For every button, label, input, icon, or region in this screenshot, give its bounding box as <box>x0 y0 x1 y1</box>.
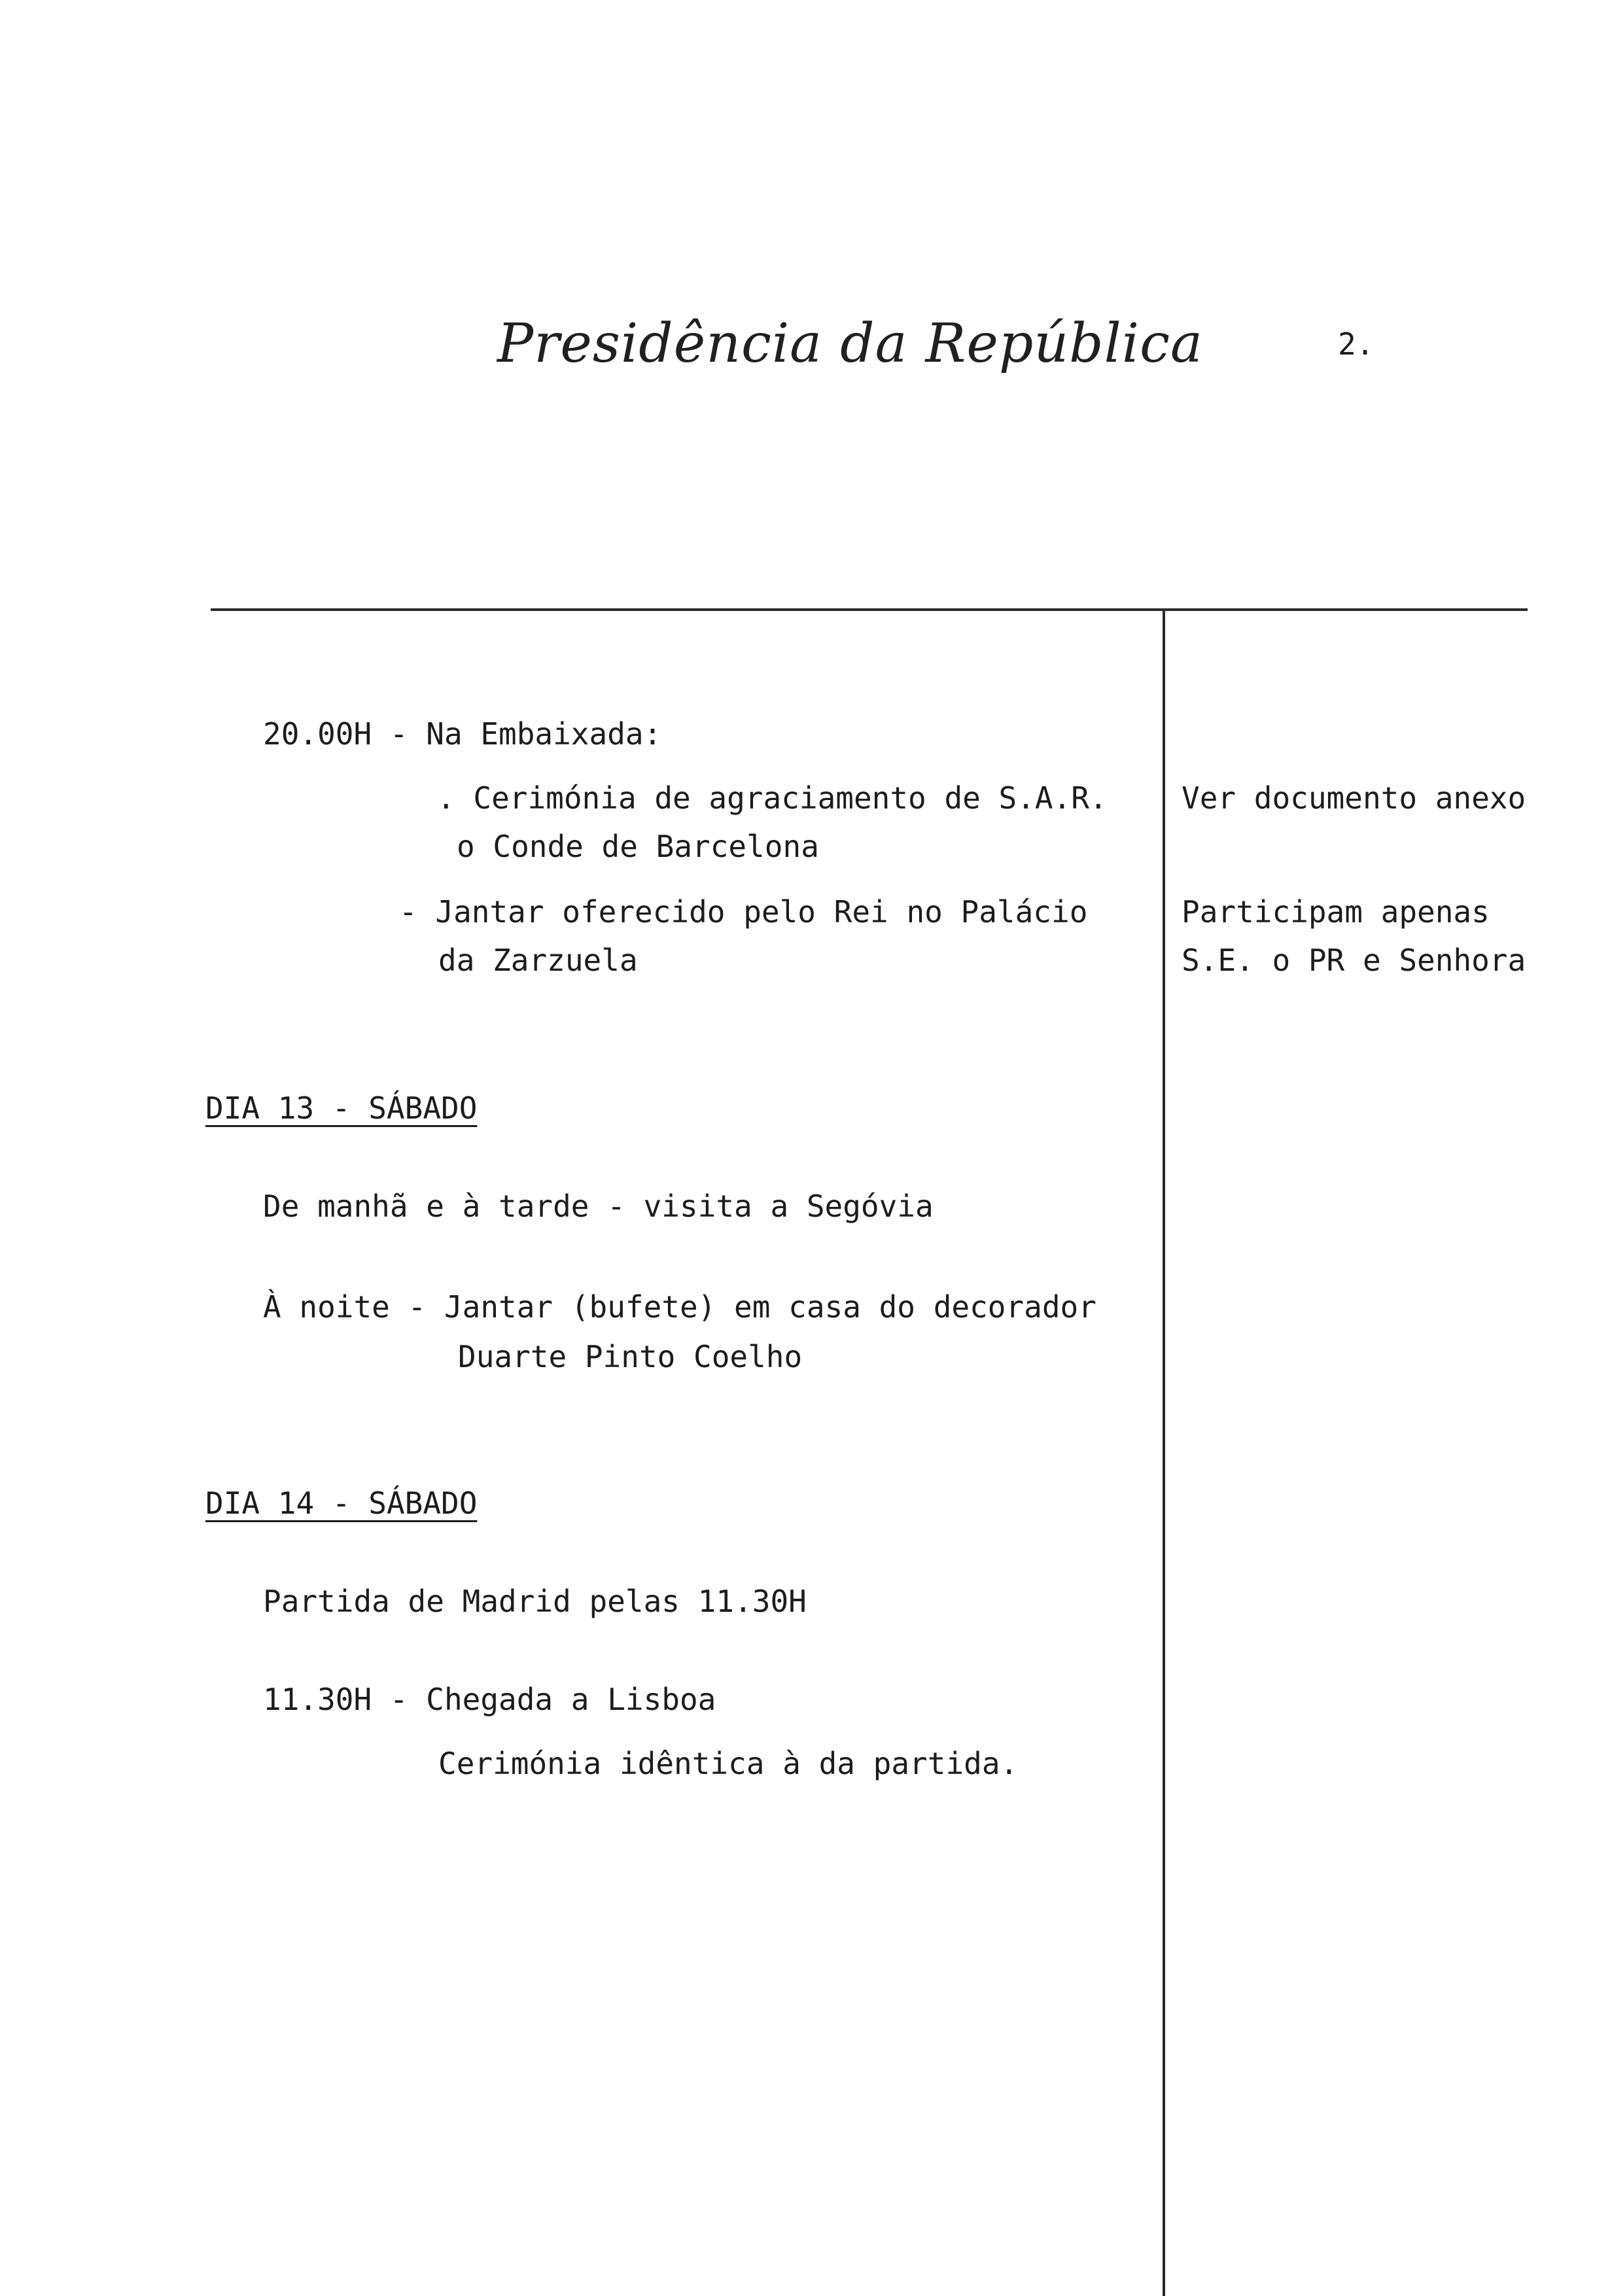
dinner-line-1: - Jantar oferecido pelo Rei no Palácio <box>399 894 1088 930</box>
day-13-morning: De manhã e à tarde - visita a Segóvia <box>263 1189 934 1224</box>
page-number: 2. <box>1338 326 1375 362</box>
ceremony-line-2: o Conde de Barcelona <box>457 829 819 864</box>
note-participants-line-2: S.E. o PR e Senhora <box>1182 943 1526 978</box>
embassy-time-line: 20.00H - Na Embaixada: <box>263 716 662 752</box>
table-top-rule <box>211 608 1528 611</box>
column-divider <box>1163 610 1165 2296</box>
day-14-heading: DIA 14 - SÁBADO <box>205 1486 478 1521</box>
day-14-arrival: 11.30H - Chegada a Lisboa <box>263 1682 716 1717</box>
note-participants-line-1: Participam apenas <box>1182 894 1490 930</box>
day-13-night-line-1: À noite - Jantar (bufete) em casa do decorador <box>263 1289 1096 1325</box>
note-see-annex: Ver documento anexo <box>1182 780 1526 816</box>
day-13-night-line-2: Duarte Pinto Coelho <box>458 1339 803 1374</box>
day-14-ceremony: Cerimónia idêntica à da partida. <box>438 1746 1019 1781</box>
day-13-heading: DIA 13 - SÁBADO <box>205 1090 478 1126</box>
ceremony-line-1: . Cerimónia de agraciamento de S.A.R. <box>437 780 1108 816</box>
day-14-departure: Partida de Madrid pelas 11.30H <box>263 1584 807 1619</box>
letterhead: Presidência da República <box>497 313 1203 375</box>
dinner-line-2: da Zarzuela <box>438 943 638 978</box>
